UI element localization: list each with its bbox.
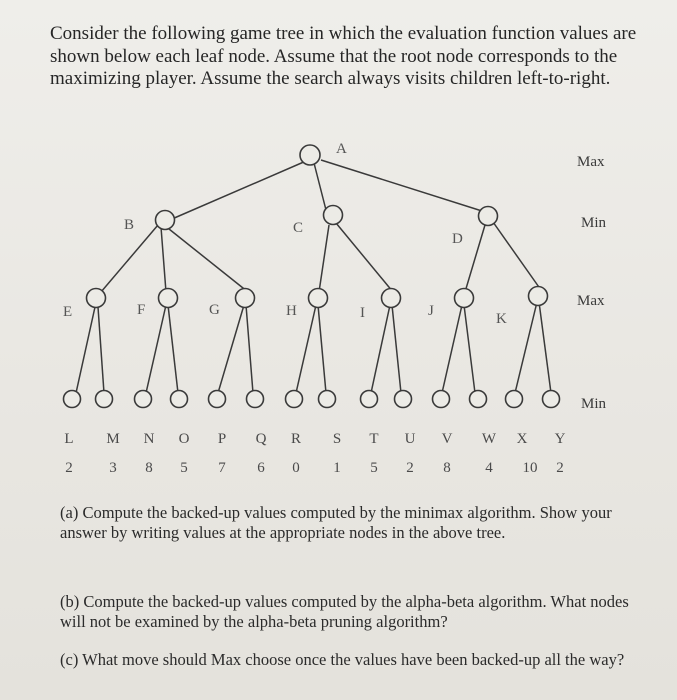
tree-node [236, 289, 255, 308]
leaf-label: M [106, 431, 120, 447]
leaf-label: Y [554, 431, 566, 447]
tree-node [300, 145, 320, 165]
tree-node [156, 211, 175, 230]
tree-node [529, 287, 548, 306]
node-label-g: G [209, 302, 220, 318]
leaf-node [64, 391, 81, 408]
leaf-value: 8 [145, 460, 153, 476]
tree-node [87, 289, 106, 308]
leaf-value: 0 [292, 460, 300, 476]
node-label-f: F [137, 302, 146, 318]
leaf-node [506, 391, 523, 408]
leaf-node [209, 391, 226, 408]
leaf-node [286, 391, 303, 408]
leaf-value: 2 [406, 460, 414, 476]
node-label-k: K [496, 311, 507, 327]
level-label-min: Min [581, 215, 607, 231]
tree-node [159, 289, 178, 308]
leaf-node [247, 391, 264, 408]
leaf-label: V [441, 431, 453, 447]
leaf-value: 7 [218, 460, 226, 476]
leaf-value: 10 [522, 460, 538, 476]
leaf-label: P [217, 431, 227, 447]
leaf-label: L [64, 431, 74, 447]
leaf-label: R [290, 431, 302, 447]
tree-node [382, 289, 401, 308]
node-label-j: J [428, 303, 434, 319]
leaf-node [433, 391, 450, 408]
leaf-node [96, 391, 113, 408]
leaf-label: T [369, 431, 379, 447]
tree-node [324, 206, 343, 225]
tree-node [455, 289, 474, 308]
question-a: (a) Compute the backed-up values computed by the minimax algorithm. Show your answer by writing values at the appropriate nodes in the above tree. [60, 503, 612, 542]
leaf-value: 4 [485, 460, 493, 476]
leaf-label: W [481, 431, 497, 447]
leaf-node [395, 391, 412, 408]
node-label-h: H [286, 303, 297, 319]
leaf-node [171, 391, 188, 408]
problem-intro: Consider the following game tree in which the evaluation function values are shown below each leaf node. Assume that the root node corresponds to the maximizing player. Assume the search always visits children left-to-right. [50, 23, 637, 89]
leaf-node [543, 391, 560, 408]
node-label-a: A [336, 141, 347, 157]
leaf-value: 3 [109, 460, 117, 476]
tree-node [309, 289, 328, 308]
question-b: (b) Compute the backed-up values computed by the alpha-beta algorithm. What nodes will not be examined by the alpha-beta pruning algorithm? [60, 592, 629, 631]
leaf-value: 6 [257, 460, 265, 476]
level-label-max: Max [577, 154, 605, 170]
leaf-value: 5 [370, 460, 378, 476]
leaf-label: U [404, 431, 416, 447]
leaf-value: 2 [65, 460, 73, 476]
leaf-label: S [332, 431, 342, 447]
node-label-i: I [360, 305, 365, 321]
question-c: (c) What move should Max choose once the values have been backed-up all the way? [60, 650, 625, 669]
level-label-min: Min [581, 396, 607, 412]
leaf-value: 1 [333, 460, 341, 476]
leaf-label: X [516, 431, 528, 447]
leaf-node [135, 391, 152, 408]
leaf-node [361, 391, 378, 408]
leaf-value: 2 [556, 460, 564, 476]
leaf-value: 8 [443, 460, 451, 476]
leaf-label: Q [255, 431, 267, 447]
tree-node [479, 207, 498, 226]
leaf-label: O [178, 431, 190, 447]
node-label-b: B [124, 217, 135, 233]
leaf-node [470, 391, 487, 408]
node-label-e: E [63, 304, 73, 320]
leaf-value: 5 [180, 460, 188, 476]
leaf-node [319, 391, 336, 408]
leaf-label: N [143, 431, 155, 447]
node-label-d: D [452, 231, 463, 247]
node-label-c: C [293, 220, 304, 236]
level-label-max: Max [577, 293, 605, 309]
